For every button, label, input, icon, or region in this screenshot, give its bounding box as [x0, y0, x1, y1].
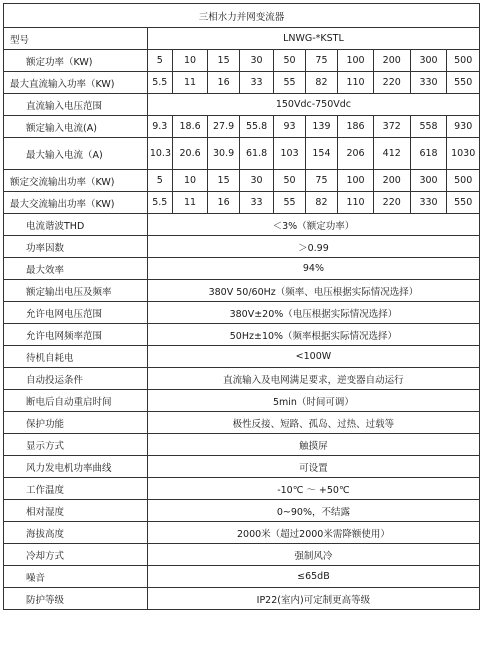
- table-row: [4, 588, 480, 610]
- value-cell: 5: [147, 170, 172, 192]
- table-row: [4, 544, 480, 566]
- value-cell: 33: [239, 72, 274, 94]
- value-cell: 200: [373, 170, 410, 192]
- value-cell: 55.8: [239, 116, 274, 138]
- table-row: [4, 456, 480, 478]
- value-cell: 330: [410, 192, 447, 214]
- value-cell: 15: [208, 170, 239, 192]
- row-label: 功率因数: [4, 236, 148, 258]
- table-row: [4, 500, 480, 522]
- value-cell: 82: [305, 192, 337, 214]
- table-row: [4, 324, 480, 346]
- row-label: 最大交流输出功率（KW): [4, 192, 148, 214]
- value-cell: 5.5: [147, 192, 172, 214]
- row-value: -10℃ ～ +50℃: [147, 478, 479, 500]
- row-value: 50Hz±10%（频率根据实际情况选择）: [147, 324, 479, 346]
- row-value: 94%: [147, 258, 479, 280]
- row-label: 冷却方式: [4, 544, 148, 566]
- row-value: 150Vdc-750Vdc: [147, 94, 479, 116]
- value-cell: 154: [305, 138, 337, 170]
- table-row: [4, 280, 480, 302]
- table-row: [4, 214, 480, 236]
- row-value: ＜3%（额定功率）: [147, 214, 479, 236]
- table-row: [4, 368, 480, 390]
- table-row: [4, 522, 480, 544]
- row-label: 显示方式: [4, 434, 148, 456]
- title-row: [4, 4, 480, 28]
- value-cell: 550: [447, 192, 480, 214]
- row-value: 0~90%，不结露: [147, 500, 479, 522]
- value-cell: 93: [274, 116, 305, 138]
- row-label: 允许电网频率范围: [4, 324, 148, 346]
- row-value: 可设置: [147, 456, 479, 478]
- value-cell: 110: [338, 192, 374, 214]
- table-row: [4, 434, 480, 456]
- row-value: 强制风冷: [147, 544, 479, 566]
- value-cell: 10: [172, 50, 208, 72]
- row-label: 最大输入电流（A): [4, 138, 148, 170]
- value-cell: 55: [274, 192, 305, 214]
- value-cell: 18.6: [172, 116, 208, 138]
- value-cell: 500: [447, 170, 480, 192]
- value-cell: 558: [410, 116, 447, 138]
- value-cell: 618: [410, 138, 447, 170]
- row-label: 型号: [4, 28, 148, 50]
- table-row: [4, 258, 480, 280]
- row-label: 电流谐波THD: [4, 214, 148, 236]
- value-cell: 300: [410, 50, 447, 72]
- row-label: 噪音: [4, 566, 148, 588]
- value-cell: 372: [373, 116, 410, 138]
- table-row: [4, 566, 480, 588]
- value-cell: 50: [274, 170, 305, 192]
- value-cell: 61.8: [239, 138, 274, 170]
- table-row: [4, 346, 480, 368]
- row-label: 防护等级: [4, 588, 148, 610]
- row-value: 380V 50/60Hz（频率、电压根据实际情况选择）: [147, 280, 479, 302]
- value-cell: 16: [208, 192, 239, 214]
- table-row: [4, 192, 480, 214]
- value-cell: 5.5: [147, 72, 172, 94]
- table-row: [4, 170, 480, 192]
- value-cell: 82: [305, 72, 337, 94]
- row-label: 额定交流输出功率（KW): [4, 170, 148, 192]
- value-cell: 55: [274, 72, 305, 94]
- row-label: 最大直流输入功率（KW): [4, 72, 148, 94]
- value-cell: 206: [338, 138, 374, 170]
- value-cell: 220: [373, 192, 410, 214]
- table-row: [4, 302, 480, 324]
- row-label: 额定功率（KW): [4, 50, 148, 72]
- value-cell: 20.6: [172, 138, 208, 170]
- spec-table-body: [4, 4, 480, 610]
- value-cell: 10.3: [147, 138, 172, 170]
- row-value: 380V±20%（电压根据实际情况选择）: [147, 302, 479, 324]
- row-value: ≤65dB: [147, 566, 479, 588]
- row-value: <100W: [147, 346, 479, 368]
- row-label: 保护功能: [4, 412, 148, 434]
- table-row: [4, 478, 480, 500]
- row-label: 相对湿度: [4, 500, 148, 522]
- row-value: 极性反接、短路、孤岛、过热、过载等: [147, 412, 479, 434]
- value-cell: 412: [373, 138, 410, 170]
- table-row: [4, 72, 480, 94]
- value-cell: 30: [239, 170, 274, 192]
- row-value: 直流输入及电网满足要求，逆变器自动运行: [147, 368, 479, 390]
- row-label: 风力发电机功率曲线: [4, 456, 148, 478]
- value-cell: 220: [373, 72, 410, 94]
- table-title: 三相水力并网变流器: [4, 4, 480, 28]
- table-row: [4, 28, 480, 50]
- value-cell: 50: [274, 50, 305, 72]
- row-value: 触摸屏: [147, 434, 479, 456]
- value-cell: 300: [410, 170, 447, 192]
- spec-table: [3, 3, 480, 610]
- value-cell: 75: [305, 170, 337, 192]
- value-cell: 139: [305, 116, 337, 138]
- row-value: 5min（时间可调）: [147, 390, 479, 412]
- row-label: 额定输出电压及频率: [4, 280, 148, 302]
- table-row: [4, 412, 480, 434]
- value-cell: 9.3: [147, 116, 172, 138]
- table-row: [4, 50, 480, 72]
- value-cell: 10: [172, 170, 208, 192]
- value-cell: 11: [172, 192, 208, 214]
- value-cell: 15: [208, 50, 239, 72]
- row-label: 海拔高度: [4, 522, 148, 544]
- row-label: 断电后自动重启时间: [4, 390, 148, 412]
- value-cell: 330: [410, 72, 447, 94]
- table-row: [4, 94, 480, 116]
- row-label: 工作温度: [4, 478, 148, 500]
- row-value: IP22(室内)可定制更高等级: [147, 588, 479, 610]
- value-cell: 30: [239, 50, 274, 72]
- table-row: [4, 138, 480, 170]
- value-cell: 16: [208, 72, 239, 94]
- value-cell: 33: [239, 192, 274, 214]
- value-cell: 75: [305, 50, 337, 72]
- value-cell: 200: [373, 50, 410, 72]
- value-cell: 100: [338, 50, 374, 72]
- value-cell: 27.9: [208, 116, 239, 138]
- row-label: 直流输入电压范围: [4, 94, 148, 116]
- row-label: 待机自耗电: [4, 346, 148, 368]
- row-label: 最大效率: [4, 258, 148, 280]
- value-cell: 30.9: [208, 138, 239, 170]
- row-label: 额定输入电流(A): [4, 116, 148, 138]
- value-cell: 103: [274, 138, 305, 170]
- row-value: 2000米（超过2000米需降额使用）: [147, 522, 479, 544]
- row-value: LNWG-*KSTL: [147, 28, 479, 50]
- table-row: [4, 390, 480, 412]
- row-label: 允许电网电压范围: [4, 302, 148, 324]
- table-row: [4, 116, 480, 138]
- row-label: 自动投运条件: [4, 368, 148, 390]
- value-cell: 186: [338, 116, 374, 138]
- value-cell: 1030: [447, 138, 480, 170]
- value-cell: 100: [338, 170, 374, 192]
- value-cell: 500: [447, 50, 480, 72]
- value-cell: 5: [147, 50, 172, 72]
- row-value: ＞0.99: [147, 236, 479, 258]
- table-row: [4, 236, 480, 258]
- value-cell: 930: [447, 116, 480, 138]
- value-cell: 550: [447, 72, 480, 94]
- value-cell: 110: [338, 72, 374, 94]
- value-cell: 11: [172, 72, 208, 94]
